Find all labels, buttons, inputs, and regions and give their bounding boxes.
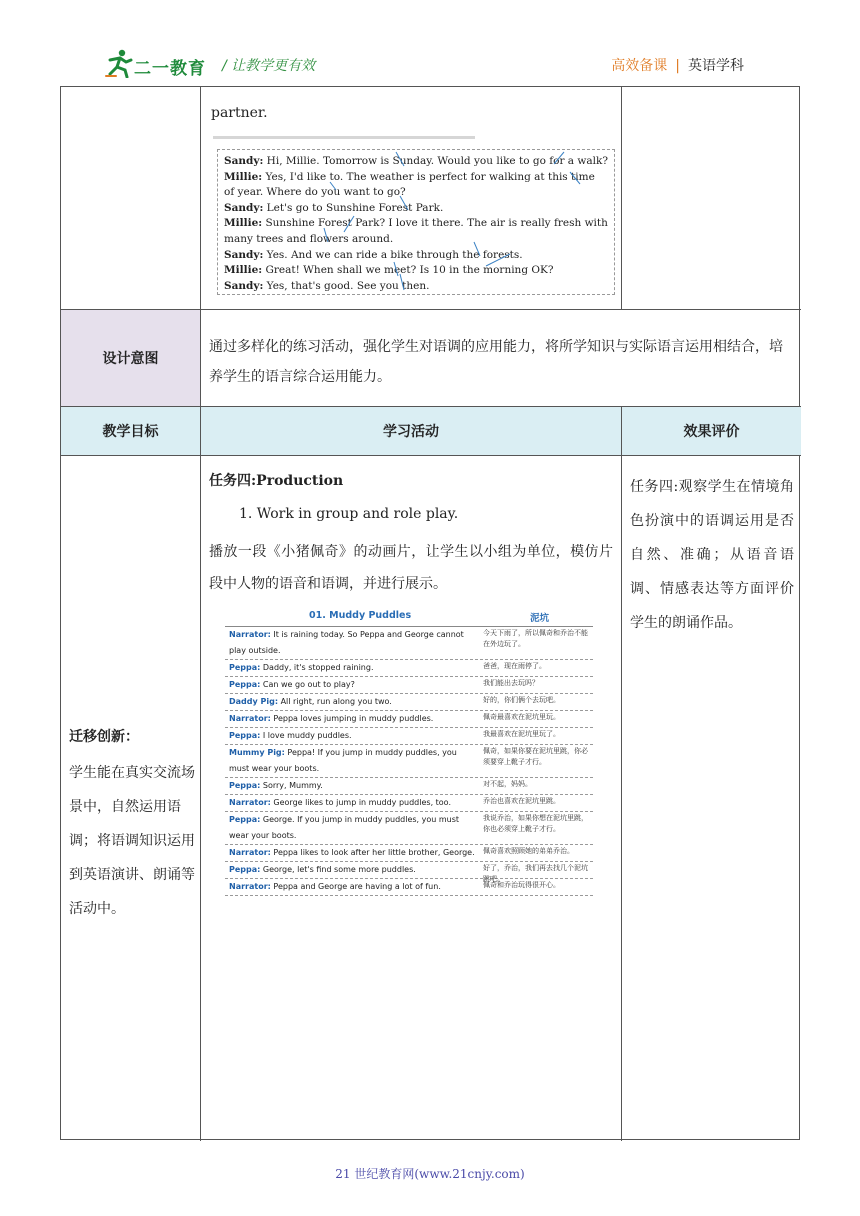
dialog-lines: [224, 154, 608, 294]
row4-goal-cell: [61, 456, 201, 1141]
script-cn: 佩奇喜欢照顾她的弟弟乔治。: [483, 847, 574, 855]
row4-activity-cell: [201, 456, 622, 1141]
design-intent-cell: [201, 310, 801, 407]
peppa-script-header: [225, 606, 593, 626]
dialog-line: [224, 279, 608, 295]
task-description: 播放一段《小猪佩奇》的动画片，让学生以小组为单位，模仿片段中人物的语音和语调，并进行展示。: [209, 544, 613, 592]
dialog-line: [224, 154, 608, 170]
header-separator: |: [675, 58, 680, 74]
dialog-text: Hi, Millie. Tomorrow is Sunday. Would you like to go for a walk?: [263, 155, 608, 167]
row1-activity-cell: [201, 87, 622, 310]
script-row: [225, 862, 593, 883]
script-speaker: Peppa:: [229, 731, 261, 740]
script-row: [225, 845, 593, 862]
script-text: Peppa and George are having a lot of fun.: [270, 882, 441, 891]
dialog-text: Yes, that's good. See you then.: [263, 279, 430, 292]
script-row: [225, 745, 593, 778]
script-en: [225, 812, 479, 844]
script-cn: 乔治也喜欢在泥坑里跳。: [483, 797, 560, 805]
script-row: [225, 627, 593, 660]
peppa-title-cn: 泥坑: [530, 613, 550, 624]
dialog-speaker: Sandy:: [224, 248, 264, 261]
script-speaker: Peppa:: [229, 815, 261, 824]
peppa-script: [225, 606, 593, 904]
logo-text: 二一教育: [134, 59, 206, 79]
page-footer: 21 世纪教育网(www.21cnjy.com): [335, 1167, 525, 1181]
script-row: [225, 728, 593, 745]
dialog-speaker: Millie:: [224, 264, 263, 277]
script-text: Peppa likes to look after her little brother, George.: [270, 848, 475, 857]
script-en: [225, 711, 479, 727]
script-row: [225, 879, 593, 896]
dialog-text: Great! When shall we meet? Is 10 in the morning OK?: [262, 264, 554, 277]
script-row: [225, 677, 593, 694]
dialog-speaker: Sandy:: [224, 279, 264, 292]
script-cn: 我们能出去玩吗？: [483, 679, 539, 687]
row1-goal-cell: [61, 87, 201, 310]
dialog-speaker: Sandy:: [224, 155, 264, 167]
script-en: [225, 879, 479, 895]
script-en: [225, 778, 479, 794]
header-right: [611, 55, 744, 75]
script-text: George. If you jump in muddy puddles, you must wear your boots.: [229, 815, 460, 840]
intonation-dialog: [217, 149, 615, 295]
dialog-speaker: Millie:: [224, 170, 263, 183]
script-row: [225, 795, 593, 812]
script-row: [225, 778, 593, 795]
script-en: [225, 728, 479, 744]
script-cn: 好的，你们俩个去玩吧。: [483, 696, 560, 704]
script-speaker: Narrator:: [229, 714, 271, 723]
script-cn: 我最喜欢在泥坑里玩了。: [483, 730, 560, 738]
dialog-line: [224, 216, 608, 247]
script-text: Peppa! If you jump in muddy puddles, you must wear your boots.: [229, 748, 457, 773]
logo: [104, 48, 212, 80]
script-text: George, let's find some more puddles.: [260, 865, 416, 874]
header-evaluation: 效果评价: [622, 407, 801, 456]
dialog-line: [224, 263, 608, 279]
slogan: / 让教学更有效: [222, 58, 316, 74]
script-speaker: Peppa:: [229, 865, 261, 874]
dialog-text: Let's go to Sunshine Forest Park.: [263, 201, 444, 214]
goal-title: 迁移创新：: [69, 729, 139, 745]
script-en: [225, 694, 479, 710]
script-text: George likes to jump in muddy puddles, too.: [270, 798, 451, 807]
script-en: [225, 627, 479, 659]
script-cn: 今天下雨了，所以佩奇和乔治不能在外边玩了。: [483, 629, 588, 648]
script-cn: 佩奇和乔治玩得很开心。: [483, 881, 560, 889]
script-speaker: Daddy Pig:: [229, 697, 279, 706]
script-speaker: Narrator:: [229, 630, 271, 639]
lesson-table: [60, 86, 800, 1140]
peppa-title: 01. Muddy Puddles: [309, 610, 412, 621]
dialog-text: Yes, I'd like to. The weather is perfect for walking at this time of year. Where do you want to go?: [224, 170, 595, 199]
dialog-speaker: Millie:: [224, 217, 263, 230]
script-cn: 爸爸，现在雨停了。: [483, 662, 546, 670]
script-en: [225, 862, 479, 878]
task-step: 1. Work in group and role play.: [239, 506, 459, 522]
dialog-line: [224, 170, 608, 201]
script-en: [225, 660, 479, 676]
peppa-rows: [225, 626, 593, 896]
script-cn: 我说乔治，如果你想在泥坑里跳，你也必须穿上靴子才行。: [483, 814, 588, 833]
script-text: Peppa loves jumping in muddy puddles.: [270, 714, 434, 723]
script-speaker: Mummy Pig:: [229, 748, 285, 757]
script-speaker: Peppa:: [229, 663, 261, 672]
script-en: [225, 845, 479, 861]
page-header: [0, 0, 860, 86]
row1-eval-cell: [622, 87, 801, 310]
script-speaker: Peppa:: [229, 781, 261, 790]
script-speaker: Narrator:: [229, 882, 271, 891]
script-row: [225, 711, 593, 728]
header-subject: 英语学科: [688, 58, 744, 74]
script-cn: 对不起，妈妈。: [483, 780, 532, 788]
partner-text: partner.: [211, 105, 268, 121]
row4-eval-cell: [622, 456, 801, 1141]
script-text: I love muddy puddles.: [260, 731, 352, 740]
script-speaker: Peppa:: [229, 680, 261, 689]
dialog-text: Yes. And we can ride a bike through the forests.: [263, 248, 523, 261]
design-intent-text: 通过多样化的练习活动，强化学生对语调的应用能力，将所学知识与实际语言运用相结合，培养学生的语言综合运用能力。: [209, 339, 783, 385]
header-learning-activity: 学习活动: [201, 407, 622, 456]
evaluation-text: 任务四:观察学生在情境角色扮演中的语调运用是否自然、准确；从语音语调、情感表达等方面评价学生的朗诵作品。: [630, 479, 794, 631]
dialog-line: [224, 201, 608, 217]
task-title: 任务四:Production: [209, 473, 344, 489]
script-text: It is raining today. So Peppa and George cannot play outside.: [229, 630, 464, 655]
script-text: Daddy, it's stopped raining.: [260, 663, 374, 672]
goal-text: 学生能在真实交流场景中，自然运用语调；将语调知识运用到英语演讲、朗诵等活动中。: [69, 765, 195, 917]
script-cn: 佩奇最喜欢在泥坑里玩。: [483, 713, 560, 721]
script-en: [225, 795, 479, 811]
design-intent-label: 设计意图: [61, 310, 201, 407]
script-text: All right, run along you two.: [278, 697, 392, 706]
script-row: [225, 812, 593, 845]
dialog-speaker: Sandy:: [224, 201, 264, 214]
dialog-line: [224, 248, 608, 264]
header-teaching-goal: 教学目标: [61, 407, 201, 456]
script-en: [225, 745, 479, 777]
runner-logo-icon: [104, 48, 134, 78]
script-speaker: Narrator:: [229, 848, 271, 857]
header-category: 高效备课: [611, 58, 668, 74]
script-row: [225, 694, 593, 711]
cropped-line: [213, 136, 475, 141]
dialog-text: Sunshine Forest Park? I love it there. The air is really fresh with many trees and flowers around.: [224, 217, 608, 245]
script-cn: 好了，乔治，我们再去找几个泥坑跳吧。: [483, 864, 588, 883]
script-cn: 佩奇，如果你要在泥坑里跳，你必须要穿上靴子才行。: [483, 747, 588, 766]
script-row: [225, 660, 593, 677]
script-text: Sorry, Mummy.: [260, 781, 323, 790]
script-speaker: Narrator:: [229, 798, 271, 807]
script-en: [225, 677, 479, 693]
script-text: Can we go out to play?: [260, 680, 355, 689]
